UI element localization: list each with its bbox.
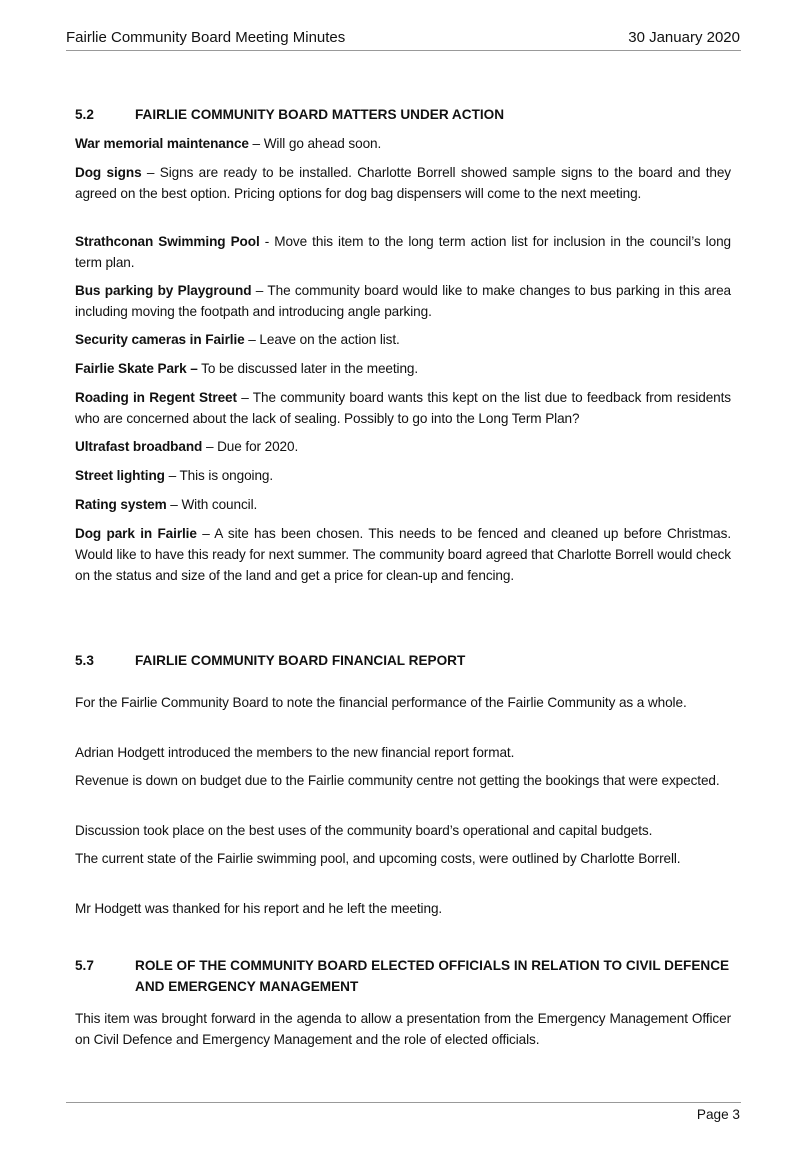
section-heading-5-7 (75, 955, 735, 997)
item-label: Rating system (75, 497, 167, 512)
section-number: 5.3 (75, 653, 94, 668)
item-label: Street lighting (75, 468, 165, 483)
section-number: 5.2 (75, 107, 94, 122)
section-title: FAIRLIE COMMUNITY BOARD MATTERS UNDER ACTION (135, 107, 505, 122)
item-street-lighting (75, 465, 731, 486)
item-dog-park (75, 523, 731, 586)
item-text: - Move this item to the long term action list for inclusion in the council’s long term plan. (75, 234, 731, 270)
item-label: Dog park in Fairlie (75, 526, 197, 541)
item-security-cameras (75, 329, 731, 350)
paragraph: Discussion took place on the best uses of the community board’s operational and capital budgets. (75, 823, 653, 838)
paragraph: For the Fairlie Community Board to note the financial performance of the Fairlie Community as a whole. (75, 695, 687, 710)
paragraph: Adrian Hodgett introduced the members to the new financial report format. (75, 745, 515, 760)
section-number: 5.7 (75, 958, 94, 973)
header-rule (66, 50, 741, 51)
item-text: – With council. (166, 497, 258, 512)
item-skate-park (75, 358, 731, 379)
item-text: – The community board would like to make changes to bus parking in this area including moving the footpath and introducing angle parking. (75, 283, 731, 319)
item-swimming-pool (75, 231, 731, 273)
header-title: Fairlie Community Board Meeting Minutes (66, 29, 346, 46)
section-title: ROLE OF THE COMMUNITY BOARD ELECTED OFFICIALS IN RELATION TO CIVIL DEFENCE AND EMERGENCY MANAGEMENT (135, 958, 730, 994)
paragraph: Revenue is down on budget due to the Fairlie community centre not getting the bookings that were expected. (75, 773, 720, 788)
item-label: Security cameras in Fairlie (75, 332, 245, 347)
item-regent-street (75, 387, 731, 429)
paragraph: Mr Hodgett was thanked for his report and he left the meeting. (75, 901, 443, 916)
header-date: 30 January 2020 (628, 29, 740, 46)
footer-rule (66, 1102, 741, 1103)
item-label: Fairlie Skate Park – (75, 361, 198, 376)
paragraph: The current state of the Fairlie swimming pool, and upcoming costs, were outlined by Charlotte Borrell. (75, 851, 681, 866)
item-text: – Leave on the action list. (244, 332, 400, 347)
item-text: – A site has been chosen. This needs to be fenced and cleaned up before Christmas. Would like to have this ready for next summer. The community board agreed that Charlotte Borrell would check on the status and size of the land and get a price for clean-up and fencing. (75, 526, 731, 583)
item-dog-signs (75, 162, 731, 204)
item-text: – Due for 2020. (202, 439, 299, 454)
item-bus-parking (75, 280, 731, 322)
item-label: Roading in Regent Street (75, 390, 237, 405)
section-title: FAIRLIE COMMUNITY BOARD FINANCIAL REPORT (135, 653, 466, 668)
item-rating-system (75, 494, 731, 515)
page-number: Page 3 (696, 1107, 740, 1122)
item-label: Bus parking by Playground (75, 283, 252, 298)
item-label: War memorial maintenance (75, 136, 249, 151)
item-text: – The community board wants this kept on the list due to feedback from residents who are concerned about the lack of sealing. Possibly to go into the Long Term Plan? (75, 390, 731, 426)
item-text: – Signs are ready to be installed. Charlotte Borrell showed sample signs to the board and they agreed on the best option. Pricing options for dog bag dispensers will come to the next meeting. (75, 165, 731, 201)
item-label: Ultrafast broadband (75, 439, 203, 454)
paragraph: This item was brought forward in the agenda to allow a presentation from the Emergency Management Officer on Civil Defence and Emergency Management and the role of elected officials. (75, 1011, 731, 1047)
item-war-memorial (75, 133, 731, 154)
item-label: Strathconan Swimming Pool (75, 234, 260, 249)
item-label: Dog signs (75, 165, 142, 180)
section-heading-5-3 (75, 650, 735, 671)
item-text: – This is ongoing. (164, 468, 274, 483)
item-broadband (75, 436, 731, 457)
item-text: – Will go ahead soon. (248, 136, 382, 151)
section-heading-5-2 (75, 104, 735, 125)
item-text: To be discussed later in the meeting. (197, 361, 419, 376)
